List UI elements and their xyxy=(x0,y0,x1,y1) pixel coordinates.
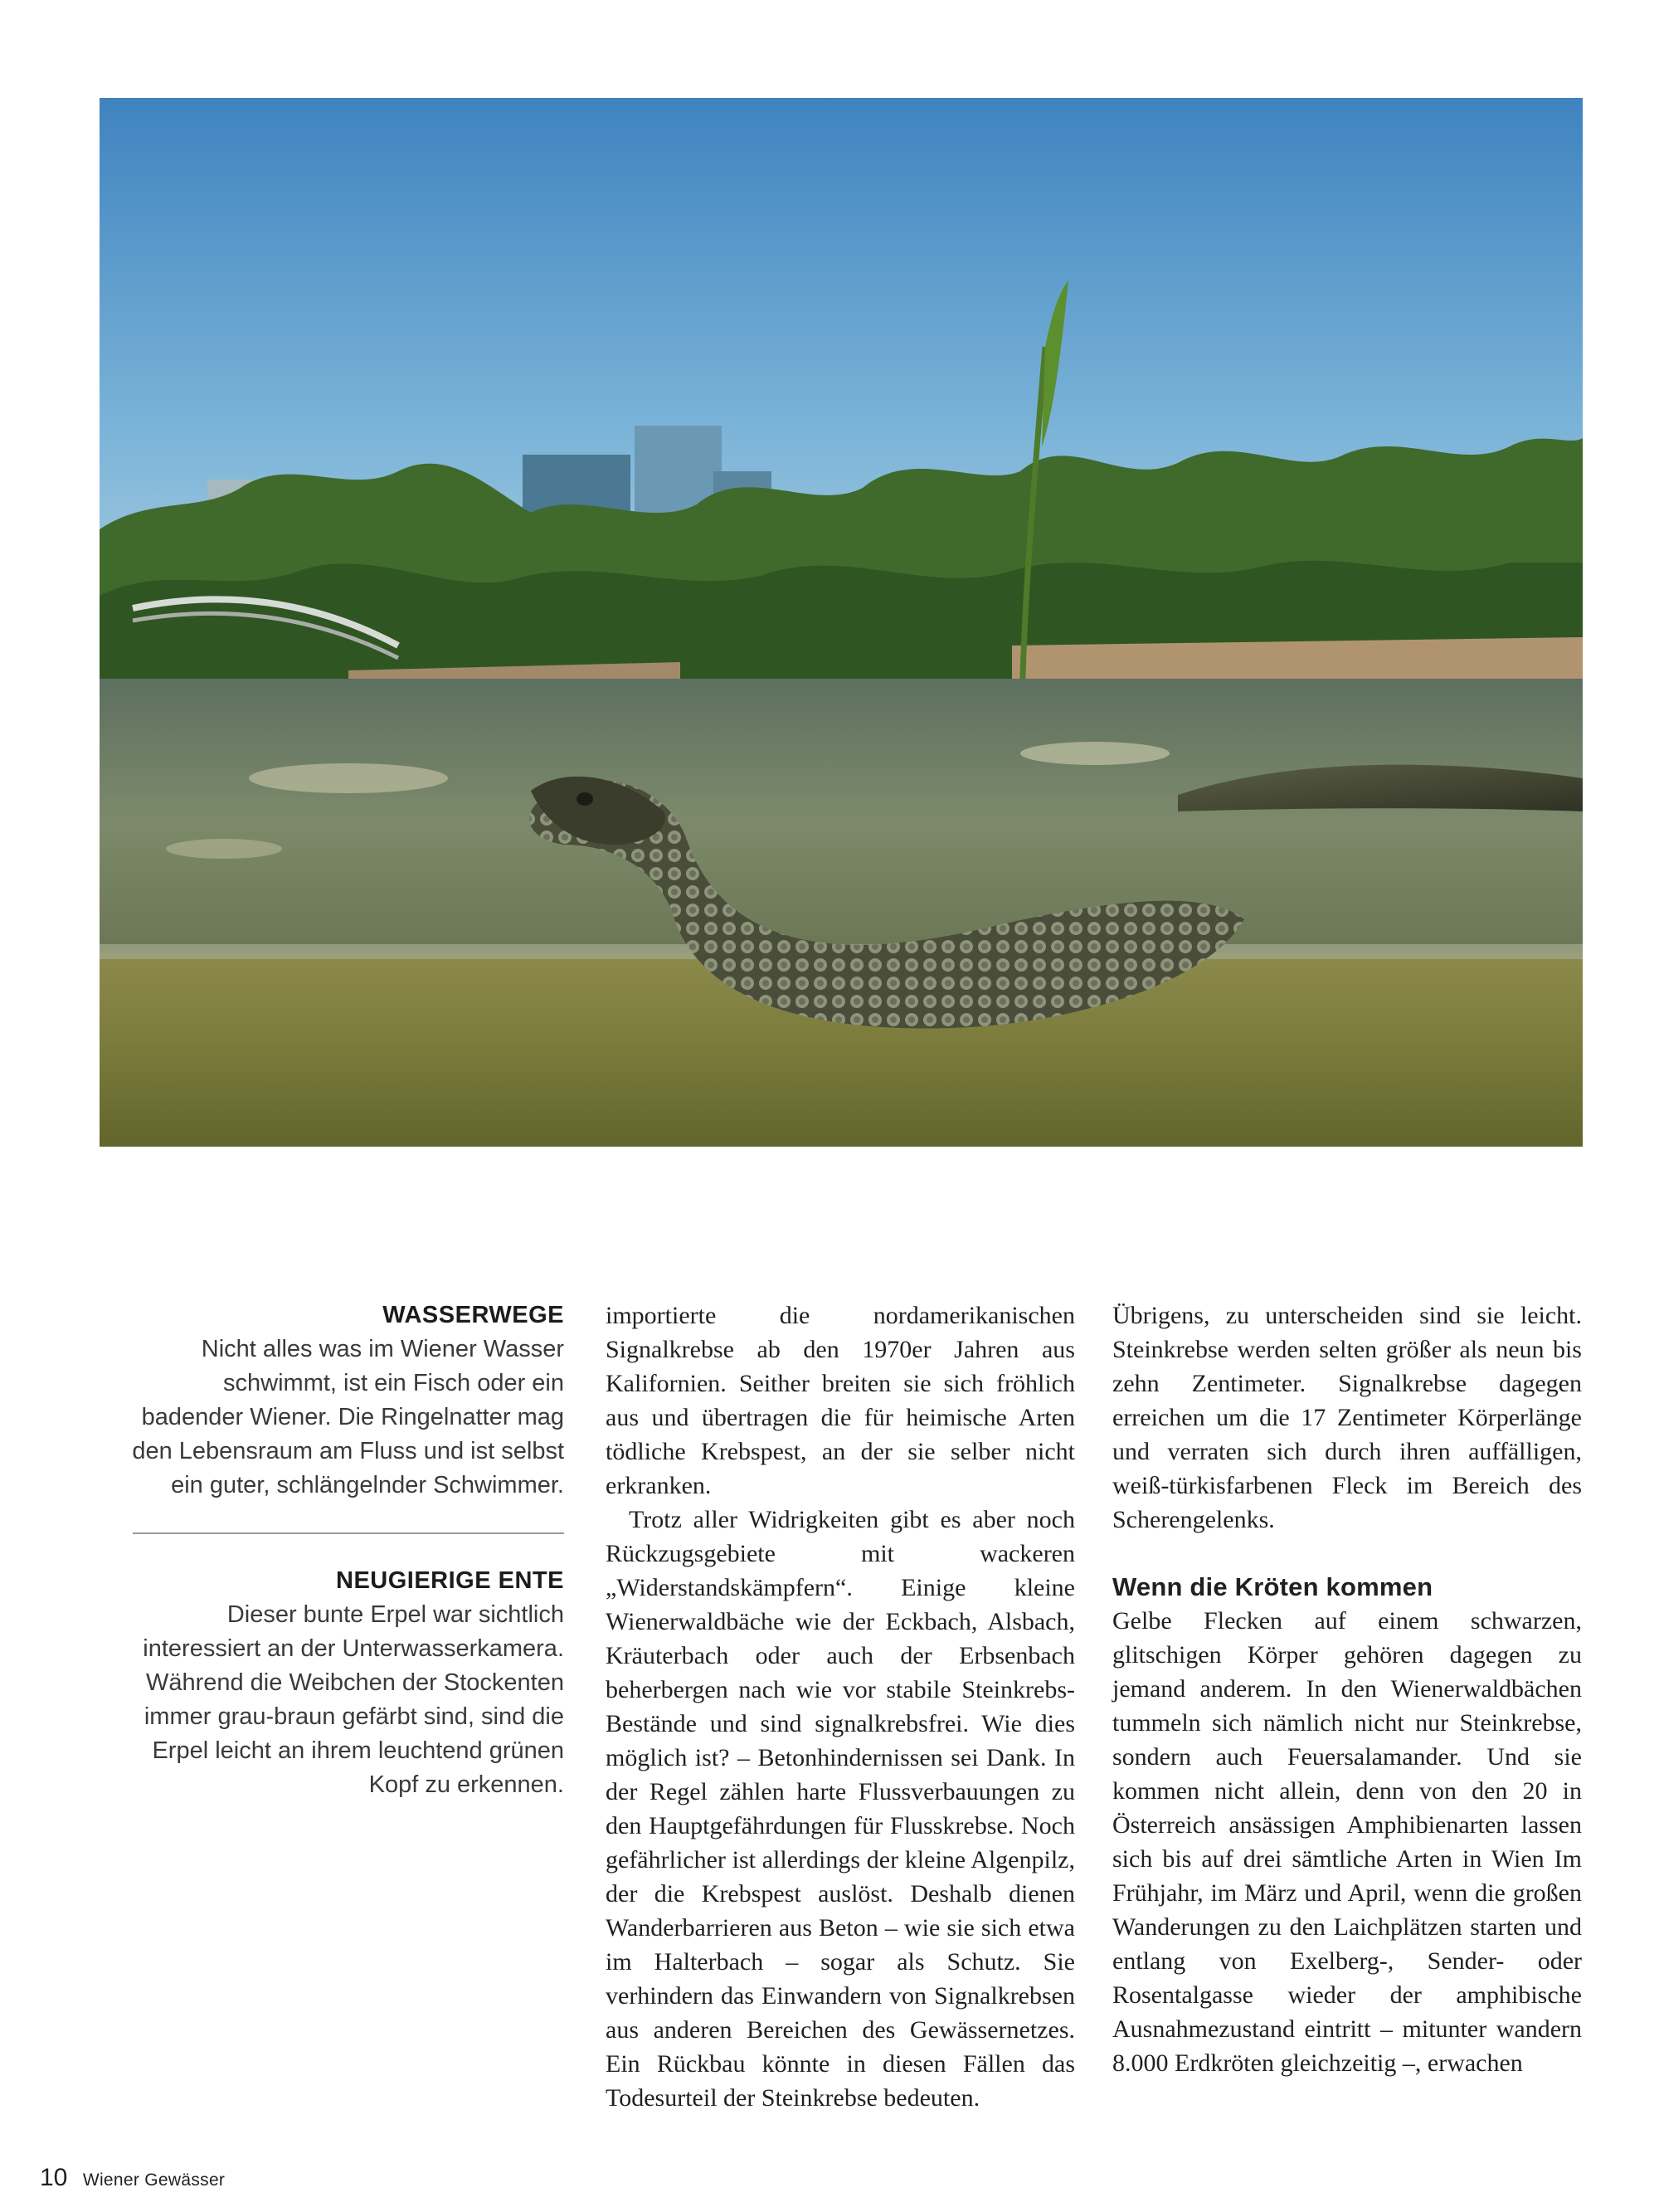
article-column-2 xyxy=(1112,1298,1582,2080)
paragraph: Trotz aller Widrigkeiten gibt es aber noch Rückzugsgebiete mit wackeren „Widerstandskämpfern“. Einige kleine Wienerwaldbäche wie der Eckbach, Alsbach, Kräuterbach oder auch der Erbsenbach beherbergen nach wie vor stabile Steinkrebs-Bestände und sind signalkrebsfrei. Wie dies möglich ist? – Betonhindernissen sei Dank. In der Regel zählen harte Flussverbauungen zu den Hauptgefährdungen für Flusskrebse. Noch gefährlicher ist allerdings der kleine Algenpilz, der die Krebspest auslöst. Deshalb dienen Wanderbarrieren aus Beton – wie sie sich etwa im Halterbach – sogar als Schutz. Sie verhindern das Einwandern von Signalkrebsen aus anderen Bereichen des Gewässernetzes. Ein Rückbau könnte in diesen Fällen das Todesurteil der Steinkrebse bedeuten. xyxy=(606,1506,1075,2112)
page-number: 10 xyxy=(40,2164,68,2191)
caption-heading: NEUGIERIGE ENTE xyxy=(336,1567,564,1594)
page-footer xyxy=(40,2164,225,2192)
image-captions xyxy=(124,1298,564,1802)
paragraph: Gelbe Flecken auf einem schwarzen, glitschigen Körper gehören dagegen zu jemand anderem. In den Wienerwaldbächen tummeln sich nämlich nicht nur Steinkrebse, sondern auch Feuersalamander. Und sie kommen nicht allein, denn von den 20 in Österreich ansässigen Amphibienarten lassen sich bis auf drei sämtliche Arten in Wien Im Frühjahr, im März und April, wenn die großen Wanderungen zu den Laichplätzen starten und entlang von Exelberg-, Sender- oder Rosentalgasse wieder der amphibische Ausnahmezustand eintritt – mitunter wandern 8.000 Erdkröten gleichzeitig –, erwachen xyxy=(1112,1607,1582,2077)
caption-text: Nicht alles was im Wiener Wasser schwimmt, ist ein Fisch oder ein badender Wiener. Die Ringelnatter mag den Lebensraum am Fluss und ist selbst ein guter, schlängelnder Schwimmer. xyxy=(132,1336,564,1498)
caption-wasserwege xyxy=(124,1298,564,1503)
caption-neugierige-ente xyxy=(124,1564,564,1802)
caption-text: Dieser bunte Erpel war sichtlich interessiert an der Unterwasserkamera. Während die Weibchen der Stockenten immer grau-braun gefärbt sind, sind die Erpel leicht an ihrem leuchtend grünen Kopf zu erkennen. xyxy=(143,1601,564,1798)
grass-snake-swimming-photo xyxy=(100,98,1583,1147)
publication-name: Wiener Gewässer xyxy=(82,2171,226,2190)
paragraph: importierte die nordamerikanischen Signalkrebse ab den 1970er Jahren aus Kalifornien. Seither breiten sie sich fröhlich aus und übertragen die für heimische Arten tödliche Krebspest, an der sie selber nicht erkranken. xyxy=(606,1302,1075,1499)
article-column-1 xyxy=(606,1298,1075,2115)
section-subheading: Wenn die Kröten kommen xyxy=(1112,1572,1433,1601)
paragraph: Übrigens, zu unterscheiden sind sie leicht. Steinkrebse werden selten größer als neun bis zehn Zentimeter. Signalkrebse dagegen erreichen um die 17 Zentimeter Körperlänge und verraten sich durch ihren auffälligen, weiß-türkisfarbenen Fleck im Bereich des Scherengelenks. xyxy=(1112,1302,1582,1533)
caption-divider xyxy=(133,1532,564,1534)
caption-heading: WASSERWEGE xyxy=(382,1302,564,1328)
